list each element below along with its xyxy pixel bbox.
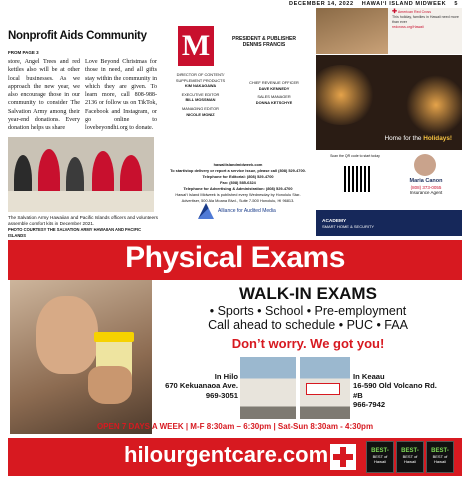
holidays-text-main: Home for the (384, 135, 422, 142)
best-of-badge (366, 441, 394, 473)
holidays-ad[interactable] (316, 55, 462, 150)
header-publication: HAWAI‘I ISLAND MIDWEEK (361, 1, 447, 7)
badge-text: BEST of Hawaii (372, 454, 388, 464)
red-cross-url: redcross.org/Hawaii (392, 25, 424, 29)
badge-label: BEST- (401, 448, 419, 454)
ad-title: Physical Exams (125, 241, 345, 274)
caption-text: The Salvation Army Hawaiian and Pacific Islands officers and volunteers assemble comfort kits in December 2021. (8, 215, 158, 226)
header-page-number: 5 (454, 1, 458, 7)
red-cross-message: This holiday, families in Hawaii need more than ever (392, 15, 459, 24)
urgent-care-ad[interactable] (8, 240, 462, 476)
publisher-title: PRESIDENT & PUBLISHER (232, 36, 296, 42)
man-with-sample-photo (10, 280, 152, 434)
delivery-info: To start/stop delivery or report a service issue, please call (808) 529-4700. (170, 168, 306, 173)
staff-name: KIM NAKAGAWA (184, 83, 217, 89)
fax-number: Fax: (808) 585-6324 (220, 180, 256, 185)
badge-label: BEST- (371, 448, 389, 454)
face (36, 296, 98, 374)
hilo-address: 670 Kekuanaoa Ave. (165, 381, 238, 391)
staff-name: BILL MOSSMAN (185, 97, 216, 103)
badge-text: BEST of Hawaii (402, 454, 418, 464)
header-date: DECEMBER 14, 2022 (289, 1, 354, 7)
editorial-phone: Telephone for Editorial: (808) 529-4700 (202, 174, 274, 179)
ad-title-bar (8, 240, 462, 280)
masthead-box (168, 22, 308, 232)
holidays-text-bold: Holidays! (423, 135, 452, 142)
academy-ad[interactable] (316, 210, 462, 236)
publisher-name: DENNIS FRANCIS (242, 42, 286, 48)
agent-photo (414, 154, 436, 176)
staff-name: DONNA KETSCHYE (255, 99, 293, 105)
insurance-agent-ad[interactable] (316, 152, 462, 208)
keaau-address: 16-590 Old Volcano Rd. #B (353, 381, 437, 400)
badge-text: BEST of Hawaii (432, 454, 448, 464)
staff-role: DIRECTOR OF CONTENT/ SUPPLEMENT PRODUCTS (175, 72, 226, 83)
staff-list-right (240, 80, 308, 108)
hand (88, 366, 132, 404)
from-page-label: FROM PAGE 3 (8, 50, 39, 55)
red-cross-text (392, 10, 462, 30)
red-cross-name: American Red Cross (397, 10, 431, 14)
qr-label: Scan the QR code to start today (330, 154, 380, 158)
academy-sub: SMART HOME & SECURITY (322, 224, 375, 229)
header-line (283, 1, 458, 7)
hilo-location (158, 372, 238, 400)
ad-footer (8, 438, 462, 476)
alliance-text: Alliance for Audited Media (218, 208, 276, 214)
agent-name: Maria Canon (409, 178, 443, 184)
red-cross-ad[interactable] (316, 8, 462, 54)
qr-code-icon[interactable] (344, 166, 370, 192)
article-headline: Nonprofit Aids Community (8, 30, 147, 42)
website-url[interactable]: hilourgentcare.com (124, 442, 329, 467)
tagline: Don’t worry. We got you! (231, 336, 385, 351)
staff-list-left (168, 72, 233, 120)
hours-line: OPEN 7 DAYS A WEEK | M-F 8:30am – 6:30pm | Sat-Sun 8:30am - 4:30pm (96, 422, 374, 431)
article-col-2: Love Beyond Christmas for those in need, and all gifts stay within the community in which they are given. To learn more, call 808-988-2136 or follow us on TikTok, Facebook and Instagram, or go online to lovebeyondhi.org to donate. (85, 59, 157, 132)
hilo-phone[interactable]: 969-3051 (205, 390, 238, 400)
medical-cross-icon (330, 444, 356, 470)
article-col-1: store, Angel Trees and red kettles also will be at other local businesses. As we approach the new year, we also encourage those in our community to consider The Salvation Army among their year-end donations. Every donation helps us share (8, 59, 80, 132)
walk-in-headline: WALK-IN EXAMS (239, 284, 377, 303)
staff-role: SALES MANAGER (257, 94, 291, 100)
agent-info (396, 178, 456, 196)
agent-details: Insurance Agent (409, 190, 443, 195)
ads-phone: Telephone for Advertising & Administration: (808) 529-4700 (183, 186, 293, 191)
staff-role: MANAGING EDITOR (182, 105, 219, 111)
alliance-for-audited-media (198, 200, 278, 222)
urgent-care-sign (306, 383, 340, 395)
best-of-hawaii-badges (366, 441, 454, 473)
badge-label: BEST- (431, 448, 449, 454)
candle-light (316, 65, 376, 125)
publisher-block (220, 36, 308, 48)
keaau-building-photo (300, 357, 350, 419)
hilo-building-photo (240, 357, 296, 419)
academy-name: ACADEMY (322, 219, 347, 224)
photo-credit: PHOTO COURTESY THE SALVATION ARMY HAWAIIAN AND PACIFIC ISLANDS (8, 227, 142, 238)
staff-role: CHIEF REVENUE OFFICER (249, 80, 299, 85)
best-of-badge (396, 441, 424, 473)
best-of-badge (426, 441, 454, 473)
keaau-label: In Keaau (353, 372, 385, 381)
services-line: • Sports • School • Pre-employment (209, 304, 407, 318)
walk-in-block (158, 284, 458, 351)
schedule-line: Call ahead to schedule • PUC • FAA (208, 318, 408, 332)
red-cross-icon: ✚ (392, 9, 398, 15)
staff-name: DAVE KENNEDY (258, 85, 290, 91)
keaau-location (353, 372, 443, 410)
contact-info (168, 162, 308, 204)
staff-role: EXECUTIVE EDITOR (181, 91, 220, 97)
hilo-label: In Hilo (214, 372, 238, 381)
website-link[interactable]: hawaiiislandmidweek.com (213, 162, 263, 167)
candle-light (406, 75, 462, 135)
staff-name: NICOLE MONIZ (186, 111, 215, 117)
agent-phone: (808) 373-0055 (410, 184, 442, 190)
dog-photo (316, 8, 388, 54)
photo-caption (8, 215, 158, 239)
publisher-note: Hawai‘i Island Midweek is published every Wednesday by Honolulu Star-Advertiser, 500 Ala Moana Blvd., Suite 7-500 Honolulu, HI 96813. (175, 192, 301, 203)
midweek-logo: M (178, 26, 214, 66)
keaau-phone[interactable]: 966-7942 (353, 400, 386, 410)
salvation-army-photo (8, 137, 154, 212)
aam-logo-icon (198, 203, 214, 219)
holidays-text (385, 135, 453, 142)
